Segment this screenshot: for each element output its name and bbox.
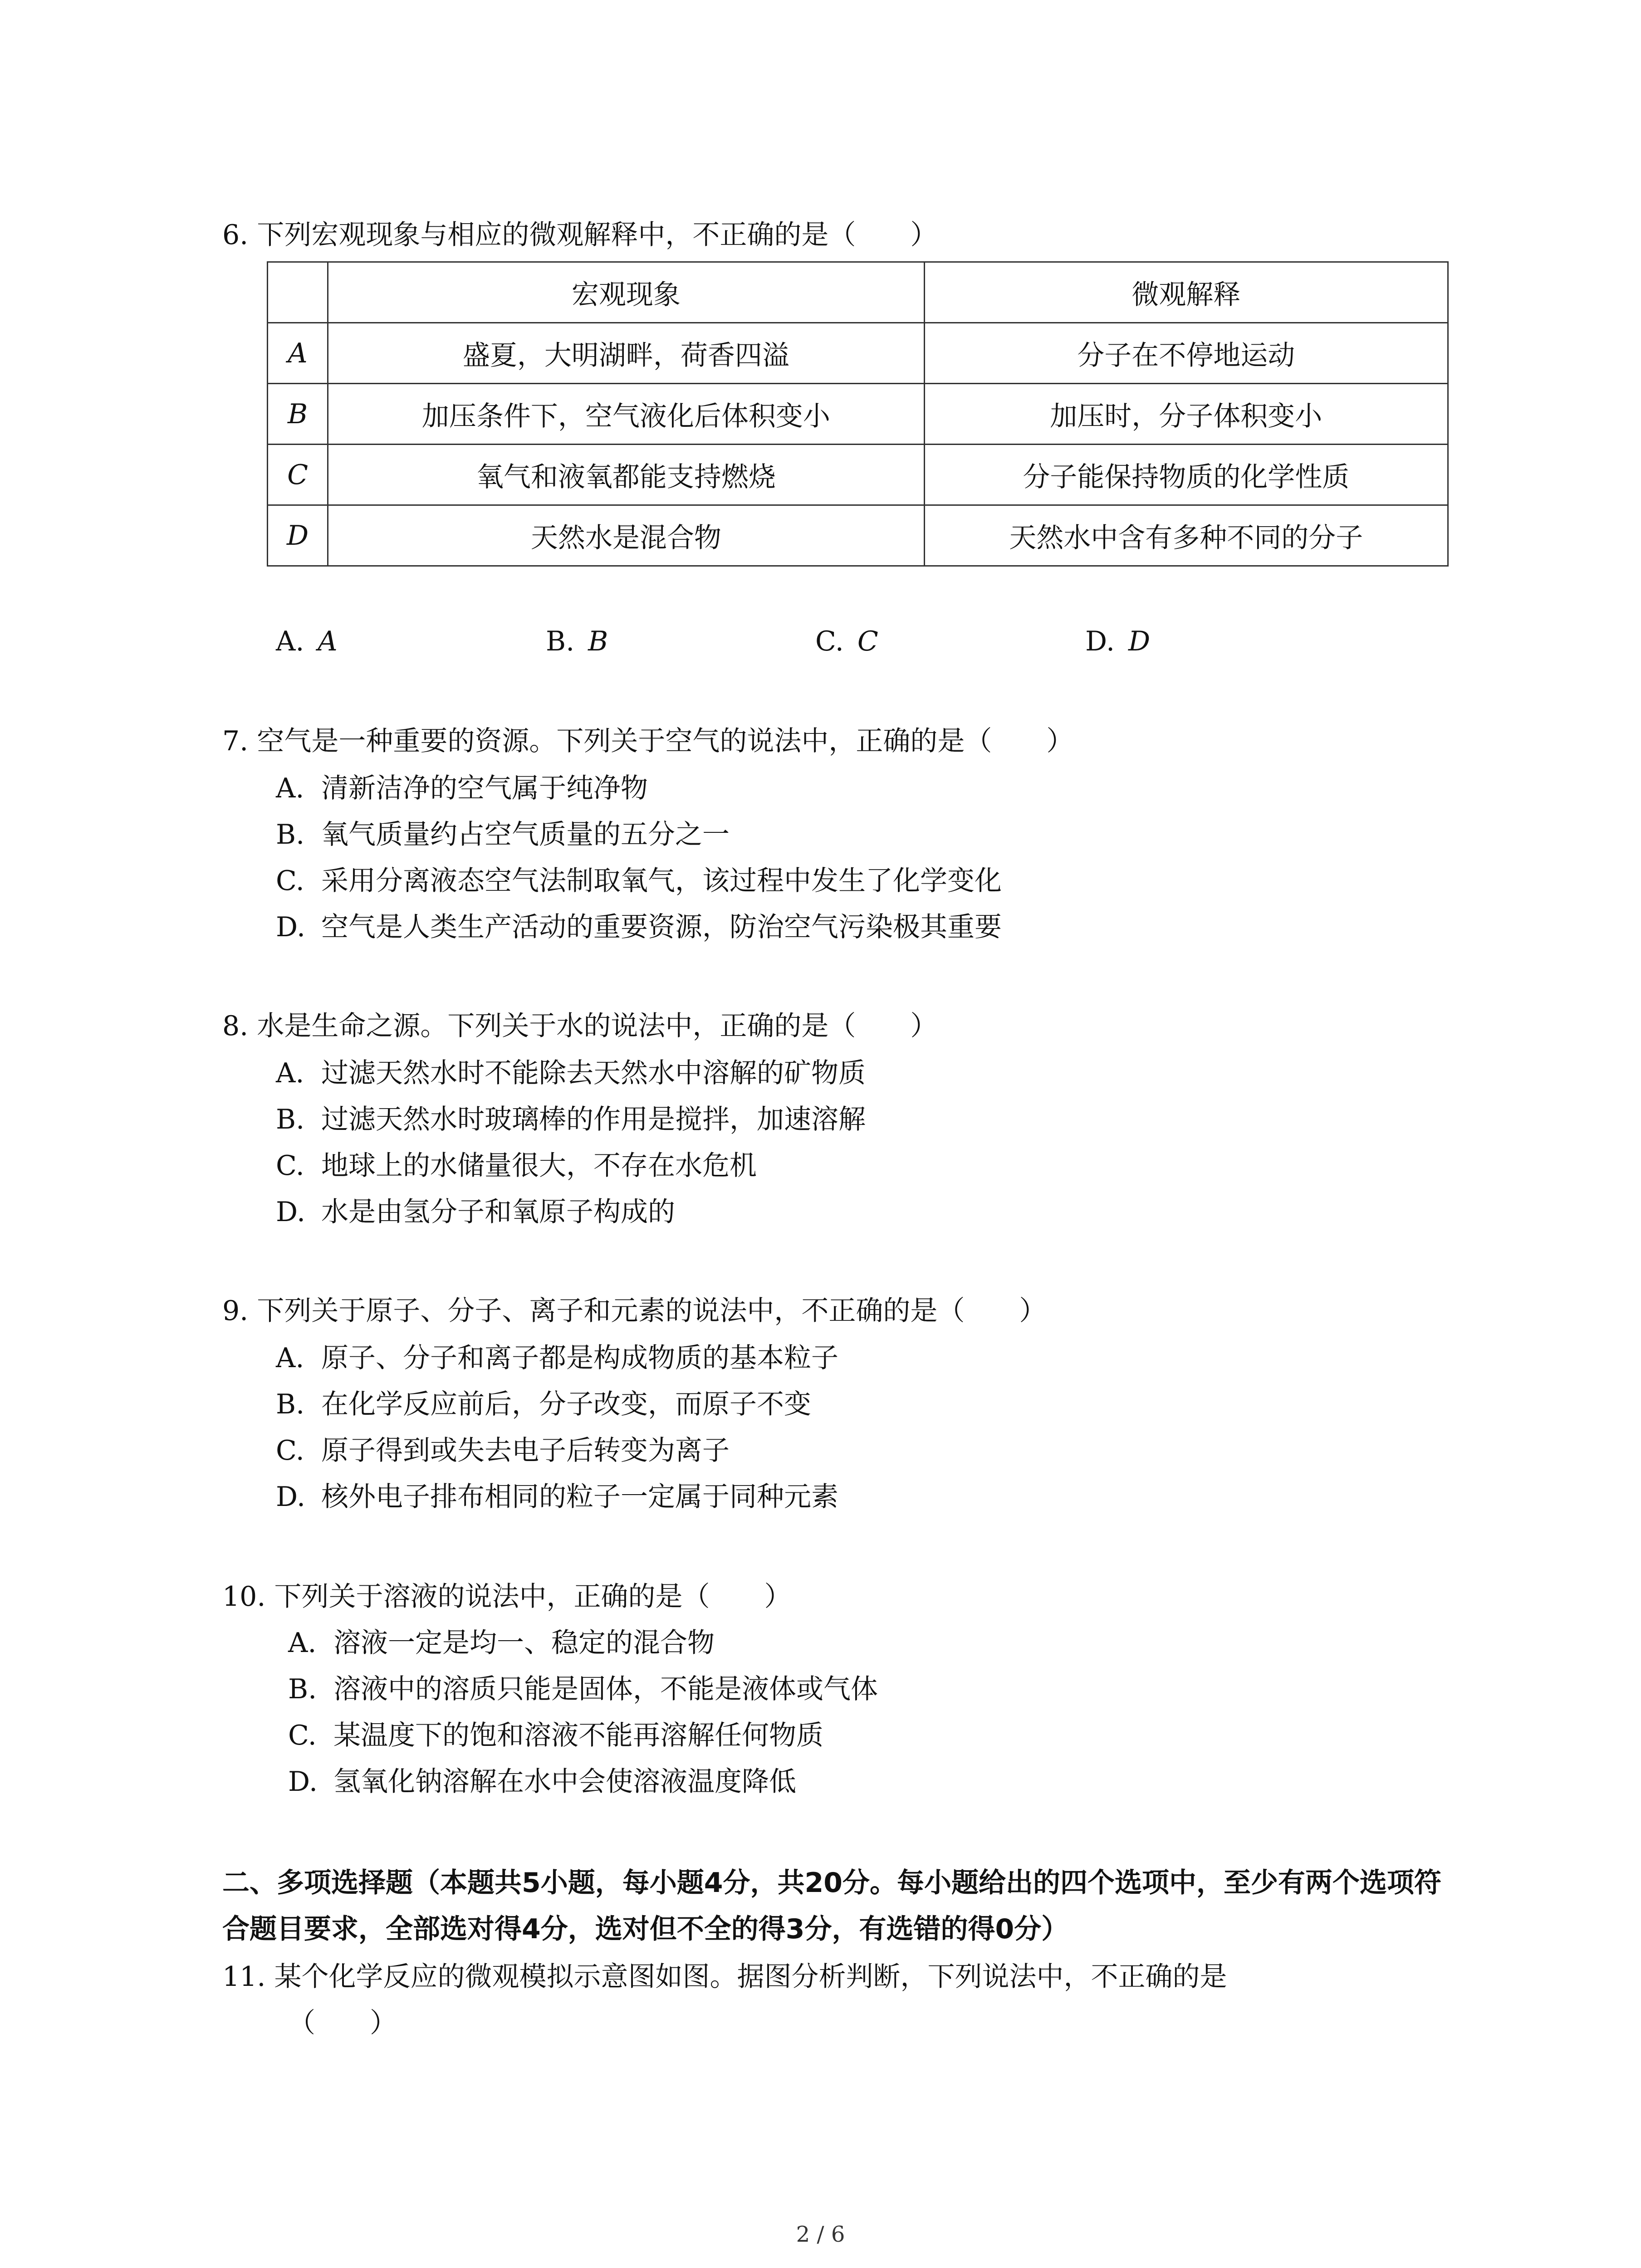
option-text: D: [1128, 626, 1151, 657]
option-letter: A.: [276, 1057, 304, 1089]
option-c[interactable]: [276, 1148, 757, 1184]
option-letter: C.: [288, 1720, 317, 1751]
table-row: [268, 384, 1448, 445]
row-macro: 天然水是混合物: [328, 505, 925, 566]
page-number: 2 / 6: [796, 2222, 845, 2247]
option-text: 过滤天然水时不能除去天然水中溶解的矿物质: [321, 1057, 866, 1089]
table-header-macro: 宏观现象: [328, 262, 925, 323]
table-header-row: [268, 262, 1448, 323]
option-text: 某温度下的饱和溶液不能再溶解任何物质: [333, 1720, 823, 1751]
option-text: 溶液一定是均一、稳定的混合物: [333, 1627, 715, 1659]
option-a[interactable]: [276, 1055, 866, 1091]
option-text: 地球上的水储量很大，不存在水危机: [321, 1150, 757, 1182]
table-row: [268, 323, 1448, 384]
option-b[interactable]: [288, 1671, 878, 1707]
row-label: D: [268, 505, 328, 566]
option-letter: B.: [276, 819, 305, 850]
question-11-stem: 11. 某个化学反应的微观模拟示意图如图。据图分析判断，下列说法中，不正确的是: [222, 1961, 1227, 1993]
option-text: C: [857, 626, 878, 657]
table-header-empty: [268, 262, 328, 323]
option-text: 过滤天然水时玻璃棒的作用是搅拌，加速溶解: [321, 1104, 866, 1135]
option-letter: D.: [1085, 626, 1115, 657]
option-letter: C.: [815, 626, 844, 657]
option-text: 水是由氢分子和氧原子构成的: [321, 1196, 675, 1228]
row-micro: 加压时，分子体积变小: [924, 384, 1448, 445]
option-d[interactable]: [1085, 623, 1150, 660]
option-letter: D.: [276, 1196, 306, 1228]
option-text: 氧气质量约占空气质量的五分之一: [321, 819, 730, 850]
question-7-stem: 7. 空气是一种重要的资源。下列关于空气的说法中，正确的是（ ）: [222, 725, 1074, 757]
option-text: 氢氧化钠溶解在水中会使溶液温度降低: [333, 1766, 796, 1798]
option-text: 原子、分子和离子都是构成物质的基本粒子: [321, 1342, 838, 1374]
row-macro: 加压条件下，空气液化后体积变小: [328, 384, 925, 445]
option-c[interactable]: [276, 1432, 730, 1469]
option-letter: A.: [276, 1342, 304, 1374]
option-letter: D.: [288, 1766, 318, 1798]
option-letter: A.: [276, 772, 304, 804]
option-d[interactable]: [276, 1194, 675, 1230]
option-text: 溶液中的溶质只能是固体，不能是液体或气体: [333, 1673, 878, 1705]
option-b[interactable]: [276, 816, 730, 853]
option-c[interactable]: [815, 623, 878, 660]
option-letter: C.: [276, 865, 304, 897]
option-letter: B.: [276, 1104, 305, 1135]
row-micro: 分子在不停地运动: [924, 323, 1448, 384]
option-letter: D.: [276, 1481, 306, 1513]
option-text: 原子得到或失去电子后转变为离子: [321, 1435, 730, 1466]
option-text: 空气是人类生产活动的重要资源，防治空气污染极其重要: [321, 911, 1002, 943]
question-10-stem: 10. 下列关于溶液的说法中，正确的是（ ）: [222, 1581, 792, 1613]
row-micro: 天然水中含有多种不同的分子: [924, 505, 1448, 566]
option-letter: B.: [546, 626, 575, 657]
option-letter: B.: [288, 1673, 317, 1705]
option-c[interactable]: [288, 1717, 823, 1754]
row-micro: 分子能保持物质的化学性质: [924, 445, 1448, 505]
option-text: A: [318, 626, 338, 657]
option-letter: C.: [276, 1435, 304, 1466]
option-c[interactable]: [276, 863, 1002, 899]
row-label: C: [268, 445, 328, 505]
option-text: 在化学反应前后，分子改变，而原子不变: [321, 1388, 811, 1420]
section-2-heading: 二、多项选择题（本题共5小题，每小题4分，共20分。每小题给出的四个选项中，至少有两个选项符合题目要求，全部选对得4分，选对但不全的得3分，有选错的得0分）: [222, 1867, 1441, 1945]
question-6-options: [0, 623, 1641, 664]
option-d[interactable]: [276, 909, 1002, 945]
question-6-table: [267, 261, 1449, 567]
option-d[interactable]: [288, 1764, 796, 1800]
option-d[interactable]: [276, 1479, 838, 1515]
option-b[interactable]: [546, 623, 608, 660]
option-b[interactable]: [276, 1101, 866, 1138]
option-a[interactable]: [276, 1340, 838, 1376]
option-a[interactable]: [288, 1625, 715, 1661]
option-text: 清新洁净的空气属于纯净物: [321, 772, 648, 804]
option-letter: B.: [276, 1388, 305, 1420]
option-letter: D.: [276, 911, 306, 943]
question-11-answer-blank: （ ）: [288, 2007, 397, 2039]
option-a[interactable]: [276, 623, 338, 660]
row-macro: 氧气和液氧都能支持燃烧: [328, 445, 925, 505]
option-text: B: [588, 626, 608, 657]
option-letter: A.: [288, 1627, 317, 1659]
option-letter: A.: [276, 626, 304, 657]
row-label: B: [268, 384, 328, 445]
row-label: A: [268, 323, 328, 384]
option-text: 采用分离液态空气法制取氧气，该过程中发生了化学变化: [321, 865, 1002, 897]
table-row: [268, 445, 1448, 505]
option-b[interactable]: [276, 1386, 811, 1422]
question-9-stem: 9. 下列关于原子、分子、离子和元素的说法中，不正确的是（ ）: [222, 1295, 1047, 1327]
option-letter: C.: [276, 1150, 304, 1182]
option-a[interactable]: [276, 770, 648, 807]
table-row: [268, 505, 1448, 566]
question-8-stem: 8. 水是生命之源。下列关于水的说法中，正确的是（ ）: [222, 1010, 938, 1042]
row-macro: 盛夏，大明湖畔，荷香四溢: [328, 323, 925, 384]
question-6-stem: 6. 下列宏观现象与相应的微观解释中，不正确的是（ ）: [222, 219, 938, 251]
option-text: 核外电子排布相同的粒子一定属于同种元素: [321, 1481, 838, 1513]
table-header-micro: 微观解释: [924, 262, 1448, 323]
